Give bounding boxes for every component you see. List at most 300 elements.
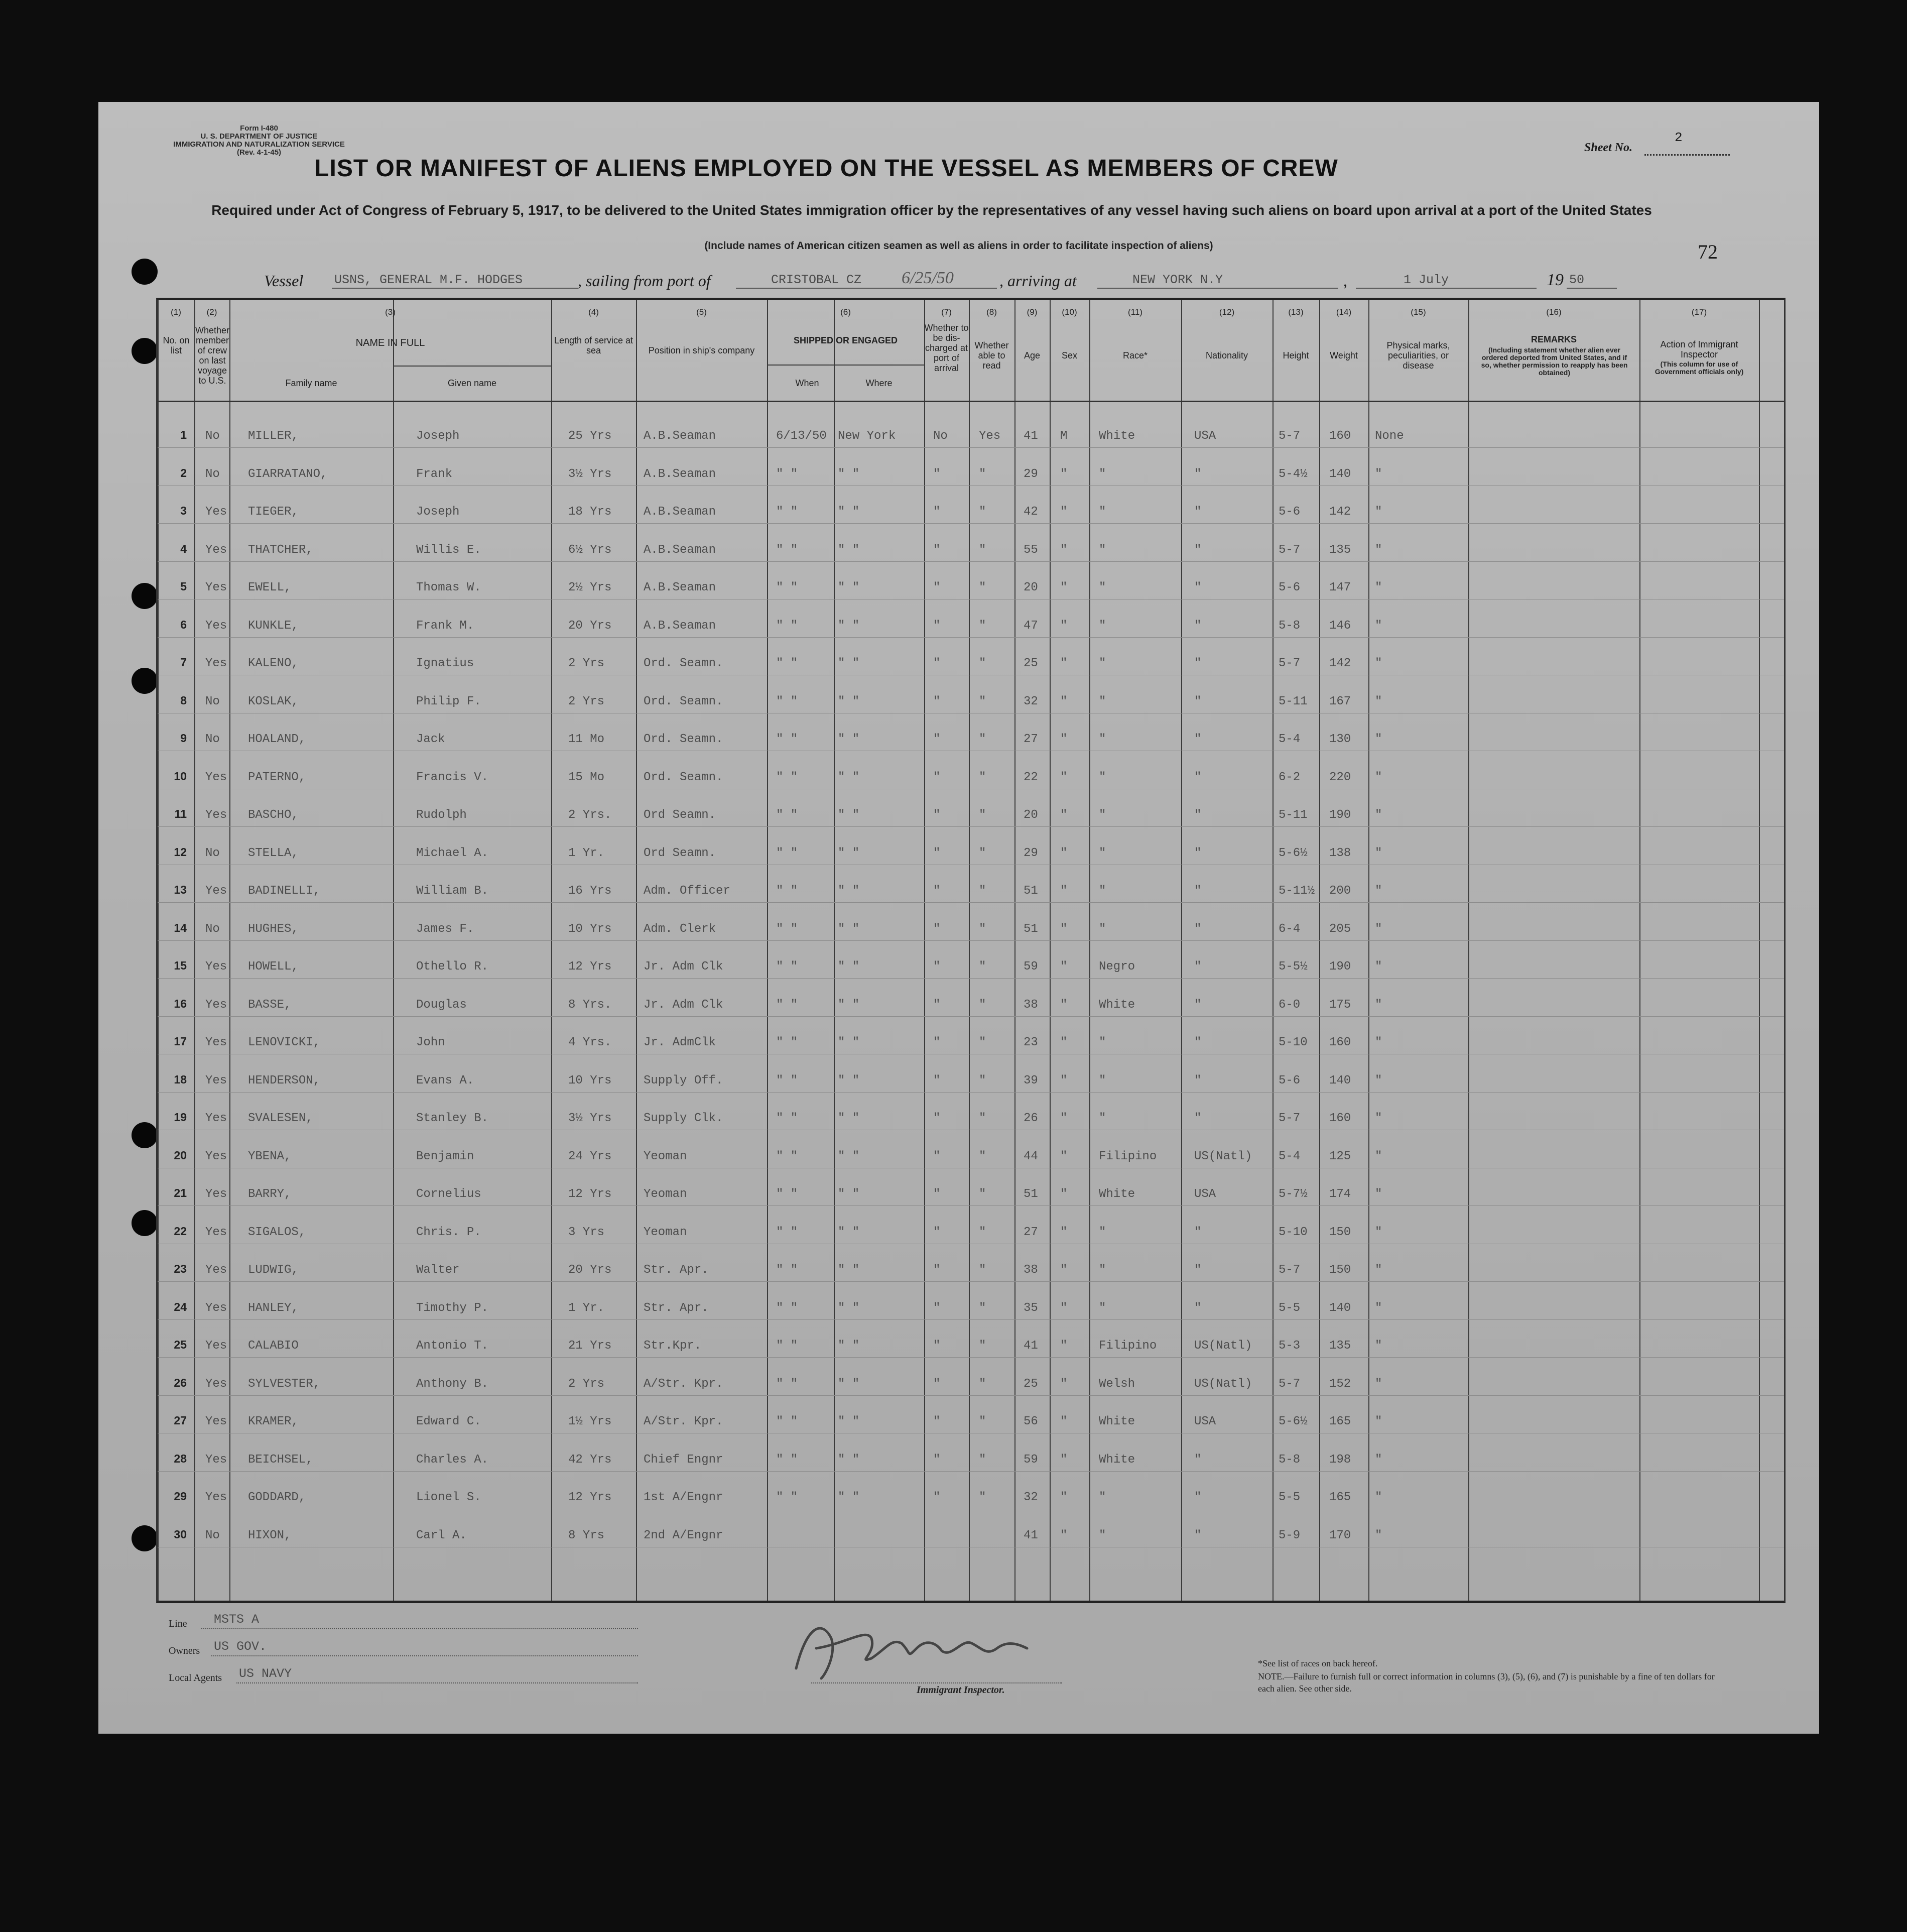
- cell-pos: Ord. Seamn.: [644, 770, 723, 784]
- row-number: 16: [174, 997, 187, 1010]
- cell-race: ": [1099, 581, 1106, 594]
- cell-voy: No: [205, 1528, 220, 1542]
- penalty-note: NOTE.—Failure to furnish full or correct information in columns (3), (5), (6), and (7) is punishable by a fine of ten dollars for each alien. See other side.: [1258, 1671, 1715, 1694]
- cell-nat: ": [1194, 505, 1202, 519]
- cell-marks: ": [1375, 1377, 1382, 1391]
- header-given-name: Given name: [447, 378, 497, 388]
- cell-read: ": [979, 1377, 986, 1391]
- colnum-6: (6): [840, 307, 851, 317]
- cell-age: 20: [1024, 808, 1038, 822]
- cell-wt: 138: [1329, 846, 1351, 860]
- cell-race: ": [1099, 467, 1106, 481]
- cell-race: White: [1099, 998, 1135, 1012]
- cell-dis: ": [933, 998, 941, 1012]
- row-rule: [158, 561, 1784, 562]
- cell-where: " ": [838, 846, 860, 860]
- cell-age: 23: [1024, 1036, 1038, 1049]
- colnum-13: (13): [1288, 307, 1304, 317]
- cell-nat: ": [1194, 884, 1202, 898]
- cell-sex: ": [1060, 505, 1068, 519]
- cell-pos: Str.Kpr.: [644, 1339, 702, 1353]
- cell-svc: 10 Yrs: [568, 922, 612, 936]
- cell-marks: ": [1375, 1453, 1382, 1467]
- row-number: 1: [180, 428, 187, 441]
- row-rule: [158, 940, 1784, 941]
- cell-pos: 2nd A/Engnr: [644, 1528, 723, 1542]
- cell-ht: 5-10: [1279, 1036, 1308, 1049]
- cell-wt: 135: [1329, 1339, 1351, 1353]
- colnum-9: (9): [1027, 307, 1038, 317]
- cell-race: ": [1099, 1528, 1106, 1542]
- row-number: 15: [174, 959, 187, 972]
- cell-giv: Willis E.: [416, 543, 481, 557]
- sailing-label: , sailing from port of: [578, 272, 711, 290]
- cell-where: " ": [838, 770, 860, 784]
- cell-age: 42: [1024, 505, 1038, 519]
- cell-sex: ": [1060, 581, 1068, 594]
- row-rule: [158, 1281, 1784, 1282]
- cell-marks: ": [1375, 505, 1382, 519]
- cell-svc: 20 Yrs: [568, 1263, 612, 1277]
- cell-where: " ": [838, 505, 860, 519]
- cell-giv: Rudolph: [416, 808, 467, 822]
- cell-giv: William B.: [416, 884, 489, 898]
- cell-pos: A.B.Seaman: [644, 543, 716, 557]
- cell-when: " ": [776, 884, 798, 898]
- cell-nat: ": [1194, 1225, 1202, 1239]
- cell-giv: Joseph: [416, 429, 460, 443]
- cell-pos: Ord Seamn.: [644, 846, 716, 860]
- cell-pos: Yeoman: [644, 1187, 687, 1201]
- punch-hole: [132, 259, 158, 285]
- header-where: Where: [865, 378, 893, 388]
- cell-marks: ": [1375, 1187, 1382, 1201]
- cell-svc: 2½ Yrs: [568, 581, 612, 594]
- cell-read: ": [979, 1339, 986, 1353]
- cell-dis: ": [933, 733, 941, 746]
- cell-marks: ": [1375, 1491, 1382, 1504]
- cell-age: 25: [1024, 657, 1038, 670]
- row-rule: [158, 523, 1784, 524]
- cell-where: " ": [838, 543, 860, 557]
- cell-pos: Ord. Seamn.: [644, 694, 723, 708]
- cell-svc: 4 Yrs.: [568, 1036, 612, 1049]
- cell-pos: Ord Seamn.: [644, 808, 716, 822]
- row-number: 18: [174, 1072, 187, 1086]
- cell-pos: Supply Clk.: [644, 1112, 723, 1125]
- cell-age: 20: [1024, 581, 1038, 594]
- cell-fam: KALENO,: [248, 657, 299, 670]
- arrival-port: NEW YORK N.Y: [1132, 273, 1223, 287]
- cell-voy: Yes: [205, 998, 227, 1012]
- cell-wt: 160: [1329, 429, 1351, 443]
- cell-voy: Yes: [205, 1225, 227, 1239]
- cell-wt: 146: [1329, 619, 1351, 633]
- cell-ht: 5-4½: [1279, 467, 1308, 481]
- cell-age: 51: [1024, 1187, 1038, 1201]
- cell-marks: ": [1375, 922, 1382, 936]
- colnum-1: (1): [171, 307, 181, 317]
- row-number: 28: [174, 1452, 187, 1465]
- line-value: MSTS A: [214, 1612, 260, 1627]
- cell-wt: 167: [1329, 694, 1351, 708]
- cell-race: White: [1099, 429, 1135, 443]
- cell-where: " ": [838, 1415, 860, 1428]
- cell-when: " ": [776, 733, 798, 746]
- cell-giv: James F.: [416, 922, 474, 936]
- cell-sex: ": [1060, 543, 1068, 557]
- row-number: 24: [174, 1300, 187, 1313]
- cell-when: " ": [776, 1415, 798, 1428]
- cell-marks: ": [1375, 1301, 1382, 1315]
- punch-hole: [132, 1122, 158, 1148]
- vessel-name: USNS, GENERAL M.F. HODGES: [334, 273, 523, 287]
- cell-ht: 5-11½: [1279, 884, 1315, 898]
- cell-fam: BARRY,: [248, 1187, 292, 1201]
- cell-race: ": [1099, 1491, 1106, 1504]
- cell-where: " ": [838, 922, 860, 936]
- cell-dis: No: [933, 429, 948, 443]
- document-title: LIST OR MANIFEST OF ALIENS EMPLOYED ON THE VESSEL AS MEMBERS OF CREW: [314, 155, 1338, 182]
- cell-where: " ": [838, 1491, 860, 1504]
- cell-race: White: [1099, 1453, 1135, 1467]
- row-number: 23: [174, 1262, 187, 1275]
- cell-giv: Philip F.: [416, 694, 481, 708]
- cell-nat: ": [1194, 1263, 1202, 1277]
- cell-voy: No: [205, 846, 220, 860]
- cell-read: ": [979, 1149, 986, 1163]
- cell-nat: ": [1194, 1036, 1202, 1049]
- cell-dis: ": [933, 543, 941, 557]
- colnum-8: (8): [986, 307, 997, 317]
- cell-wt: 150: [1329, 1225, 1351, 1239]
- header-sex: Sex: [1061, 350, 1078, 360]
- cell-age: 47: [1024, 619, 1038, 633]
- cell-sex: ": [1060, 1187, 1068, 1201]
- cell-where: " ": [838, 1453, 860, 1467]
- cell-read: ": [979, 1263, 986, 1277]
- cell-read: ": [979, 619, 986, 633]
- cell-age: 41: [1024, 429, 1038, 443]
- cell-marks: ": [1375, 619, 1382, 633]
- cell-nat: US(Natl): [1194, 1339, 1252, 1353]
- cell-fam: HOWELL,: [248, 960, 299, 974]
- cell-svc: 18 Yrs: [568, 505, 612, 519]
- cell-pos: Ord. Seamn.: [644, 733, 723, 746]
- header-length-of-service: Length of service at sea: [554, 335, 633, 355]
- cell-age: 59: [1024, 1453, 1038, 1467]
- cell-fam: HUGHES,: [248, 922, 299, 936]
- cell-read: ": [979, 505, 986, 519]
- colnum-14: (14): [1336, 307, 1352, 317]
- cell-sex: ": [1060, 1225, 1068, 1239]
- service-name: IMMIGRATION AND NATURALIZATION SERVICE: [173, 140, 345, 149]
- cell-svc: 15 Mo: [568, 770, 605, 784]
- cell-nat: ": [1194, 694, 1202, 708]
- cell-sex: M: [1060, 429, 1068, 443]
- cell-race: ": [1099, 922, 1106, 936]
- cell-age: 32: [1024, 1491, 1038, 1504]
- cell-marks: ": [1375, 1339, 1382, 1353]
- cell-where: " ": [838, 694, 860, 708]
- cell-where: " ": [838, 1036, 860, 1049]
- cell-where: " ": [838, 1149, 860, 1163]
- row-number: 5: [180, 580, 187, 593]
- cell-sex: ": [1060, 1301, 1068, 1315]
- row-number: 8: [180, 693, 187, 707]
- cell-ht: 5-3: [1279, 1339, 1301, 1353]
- cell-where: " ": [838, 1073, 860, 1088]
- cell-fam: STELLA,: [248, 846, 299, 860]
- cell-race: ": [1099, 657, 1106, 670]
- cell-age: 41: [1024, 1528, 1038, 1542]
- cell-marks: ": [1375, 770, 1382, 784]
- cell-age: 27: [1024, 1225, 1038, 1239]
- form-number: Form I-480: [240, 124, 278, 133]
- cell-giv: Frank: [416, 467, 453, 481]
- cell-read: ": [979, 1301, 986, 1315]
- cell-sex: ": [1060, 1036, 1068, 1049]
- cell-when: " ": [776, 1112, 798, 1125]
- cell-pos: A.B.Seaman: [644, 429, 716, 443]
- cell-giv: Edward C.: [416, 1415, 481, 1428]
- cell-ht: 5-6½: [1279, 1415, 1308, 1428]
- cell-fam: LUDWIG,: [248, 1263, 299, 1277]
- cell-sex: ": [1060, 1377, 1068, 1391]
- cell-fam: BADINELLI,: [248, 884, 321, 898]
- cell-when: " ": [776, 1073, 798, 1088]
- cell-ht: 5-4: [1279, 733, 1301, 746]
- header-family-name: Family name: [285, 378, 337, 388]
- cell-giv: Lionel S.: [416, 1491, 481, 1504]
- cell-wt: 140: [1329, 1301, 1351, 1315]
- cell-svc: 1½ Yrs: [568, 1415, 612, 1428]
- cell-wt: 135: [1329, 543, 1351, 557]
- cell-marks: ": [1375, 1112, 1382, 1125]
- cell-svc: 8 Yrs: [568, 1528, 605, 1542]
- cell-dis: ": [933, 619, 941, 633]
- row-number: 10: [174, 769, 187, 783]
- cell-fam: KRAMER,: [248, 1415, 299, 1428]
- cell-when: " ": [776, 1301, 798, 1315]
- cell-voy: Yes: [205, 770, 227, 784]
- cell-marks: ": [1375, 1036, 1382, 1049]
- cell-ht: 5-11: [1279, 808, 1308, 822]
- cell-voy: Yes: [205, 960, 227, 974]
- sheet-number-line: [1644, 154, 1730, 156]
- cell-marks: ": [1375, 1073, 1382, 1088]
- cell-giv: Evans A.: [416, 1073, 474, 1088]
- cell-giv: Douglas: [416, 998, 467, 1012]
- row-number: 3: [180, 504, 187, 517]
- cell-giv: Charles A.: [416, 1453, 489, 1467]
- cell-voy: Yes: [205, 1491, 227, 1504]
- cell-where: " ": [838, 467, 860, 481]
- row-number: 4: [180, 542, 187, 555]
- cell-nat: ": [1194, 1073, 1202, 1088]
- cell-wt: 165: [1329, 1491, 1351, 1504]
- sailing-port: CRISTOBAL CZ: [771, 273, 862, 287]
- cell-dis: ": [933, 1263, 941, 1277]
- cell-ht: 5-8: [1279, 1453, 1301, 1467]
- cell-ht: 5-8: [1279, 619, 1301, 633]
- inspector-label: Immigrant Inspector.: [917, 1684, 1005, 1696]
- cell-giv: Michael A.: [416, 846, 489, 860]
- cell-giv: Anthony B.: [416, 1377, 489, 1391]
- cell-nat: ": [1194, 1112, 1202, 1125]
- cell-giv: Frank M.: [416, 619, 474, 633]
- row-number: 14: [174, 921, 187, 934]
- cell-giv: Benjamin: [416, 1149, 474, 1163]
- cell-marks: ": [1375, 694, 1382, 708]
- cell-marks: ": [1375, 1149, 1382, 1163]
- cell-read: ": [979, 1112, 986, 1125]
- cell-fam: HIXON,: [248, 1528, 292, 1542]
- cell-wt: 190: [1329, 808, 1351, 822]
- row-number: 12: [174, 845, 187, 859]
- cell-dis: ": [933, 657, 941, 670]
- cell-dis: ": [933, 1112, 941, 1125]
- cell-pos: Str. Apr.: [644, 1263, 709, 1277]
- cell-svc: 3½ Yrs: [568, 1112, 612, 1125]
- cell-sex: ": [1060, 1491, 1068, 1504]
- form-revision: (Rev. 4-1-45): [236, 148, 282, 157]
- cell-where: " ": [838, 1301, 860, 1315]
- cell-ht: 5-9: [1279, 1528, 1301, 1542]
- row-number: 25: [174, 1338, 187, 1351]
- cell-sex: ": [1060, 1112, 1068, 1125]
- inspector-signature: [786, 1608, 1047, 1688]
- cell-dis: ": [933, 846, 941, 860]
- cell-age: 29: [1024, 846, 1038, 860]
- cell-when: " ": [776, 1339, 798, 1353]
- cell-fam: PATERNO,: [248, 770, 306, 784]
- cell-pos: Adm. Officer: [644, 884, 730, 898]
- cell-when: " ": [776, 505, 798, 519]
- cell-svc: 42 Yrs: [568, 1453, 612, 1467]
- cell-dis: ": [933, 770, 941, 784]
- arriving-label: , arriving at: [999, 272, 1077, 290]
- cell-pos: Chief Engnr: [644, 1453, 723, 1467]
- cell-pos: A/Str. Kpr.: [644, 1377, 723, 1391]
- cell-voy: No: [205, 922, 220, 936]
- cell-nat: ": [1194, 808, 1202, 822]
- cell-voy: No: [205, 467, 220, 481]
- cell-svc: 12 Yrs: [568, 1491, 612, 1504]
- cell-read: ": [979, 543, 986, 557]
- cell-ht: 5-5: [1279, 1491, 1301, 1504]
- cell-nat: USA: [1194, 1187, 1216, 1201]
- cell-race: ": [1099, 808, 1106, 822]
- cell-pos: Adm. Clerk: [644, 922, 716, 936]
- cell-fam: YBENA,: [248, 1149, 292, 1163]
- cell-read: ": [979, 1491, 986, 1504]
- cell-nat: ": [1194, 657, 1202, 670]
- cell-age: 38: [1024, 998, 1038, 1012]
- cell-marks: ": [1375, 1263, 1382, 1277]
- cell-fam: SVALESEN,: [248, 1112, 313, 1125]
- cell-nat: ": [1194, 770, 1202, 784]
- header-no-on-list: No. on list: [163, 335, 190, 355]
- cell-ht: 5-7: [1279, 1112, 1301, 1125]
- cell-when: " ": [776, 1453, 798, 1467]
- cell-where: " ": [838, 884, 860, 898]
- cell-sex: ": [1060, 770, 1068, 784]
- cell-ht: 5-10: [1279, 1225, 1308, 1239]
- page-number: 72: [1698, 240, 1718, 263]
- row-rule: [158, 902, 1784, 903]
- cell-dis: ": [933, 1225, 941, 1239]
- cell-when: " ": [776, 808, 798, 822]
- cell-voy: No: [205, 733, 220, 746]
- cell-nat: ": [1194, 467, 1202, 481]
- cell-race: ": [1099, 1263, 1106, 1277]
- cell-age: 22: [1024, 770, 1038, 784]
- punch-hole: [132, 668, 158, 694]
- cell-wt: 147: [1329, 581, 1351, 594]
- cell-dis: ": [933, 1187, 941, 1201]
- row-number: 17: [174, 1035, 187, 1048]
- row-number: 22: [174, 1224, 187, 1238]
- cell-read: ": [979, 846, 986, 860]
- cell-giv: Antonio T.: [416, 1339, 489, 1353]
- cell-voy: Yes: [205, 1112, 227, 1125]
- cell-marks: None: [1375, 429, 1404, 443]
- cell-race: ": [1099, 733, 1106, 746]
- cell-voy: Yes: [205, 1036, 227, 1049]
- local-agents-label: Local Agents: [169, 1672, 222, 1683]
- cell-marks: ": [1375, 1528, 1382, 1542]
- header-race: Race*: [1122, 350, 1148, 360]
- header-shipped-or-engaged: SHIPPED OR ENGAGED: [793, 335, 898, 345]
- cell-when: " ": [776, 998, 798, 1012]
- cell-fam: TIEGER,: [248, 505, 299, 519]
- row-number: 20: [174, 1148, 187, 1162]
- cell-read: ": [979, 960, 986, 974]
- cell-dis: ": [933, 1301, 941, 1315]
- cell-pos: A.B.Seaman: [644, 619, 716, 633]
- cell-sex: ": [1060, 657, 1068, 670]
- cell-pos: A.B.Seaman: [644, 467, 716, 481]
- cell-race: ": [1099, 884, 1106, 898]
- colnum-4: (4): [588, 307, 599, 317]
- cell-wt: 140: [1329, 467, 1351, 481]
- cell-pos: A/Str. Kpr.: [644, 1415, 723, 1428]
- cell-wt: 170: [1329, 1528, 1351, 1542]
- cell-pos: Jr. AdmClk: [644, 1036, 716, 1049]
- cell-fam: BASCHO,: [248, 808, 299, 822]
- cell-dis: ": [933, 1491, 941, 1504]
- cell-ht: 5-7: [1279, 657, 1301, 670]
- cell-marks: ": [1375, 581, 1382, 594]
- cell-ht: 6-2: [1279, 770, 1301, 784]
- cell-wt: 160: [1329, 1112, 1351, 1125]
- row-number: 30: [174, 1527, 187, 1541]
- arrival-year: 50: [1569, 273, 1585, 287]
- cell-where: " ": [838, 1377, 860, 1391]
- cell-svc: 25 Yrs: [568, 429, 612, 443]
- cell-where: " ": [838, 1187, 860, 1201]
- cell-pos: Jr. Adm Clk: [644, 960, 723, 974]
- cell-read: ": [979, 733, 986, 746]
- cell-nat: ": [1194, 922, 1202, 936]
- header-height: Height: [1283, 350, 1309, 360]
- cell-sex: ": [1060, 619, 1068, 633]
- cell-when: " ": [776, 960, 798, 974]
- row-rule: [158, 637, 1784, 638]
- cell-voy: Yes: [205, 1149, 227, 1163]
- cell-race: ": [1099, 1112, 1106, 1125]
